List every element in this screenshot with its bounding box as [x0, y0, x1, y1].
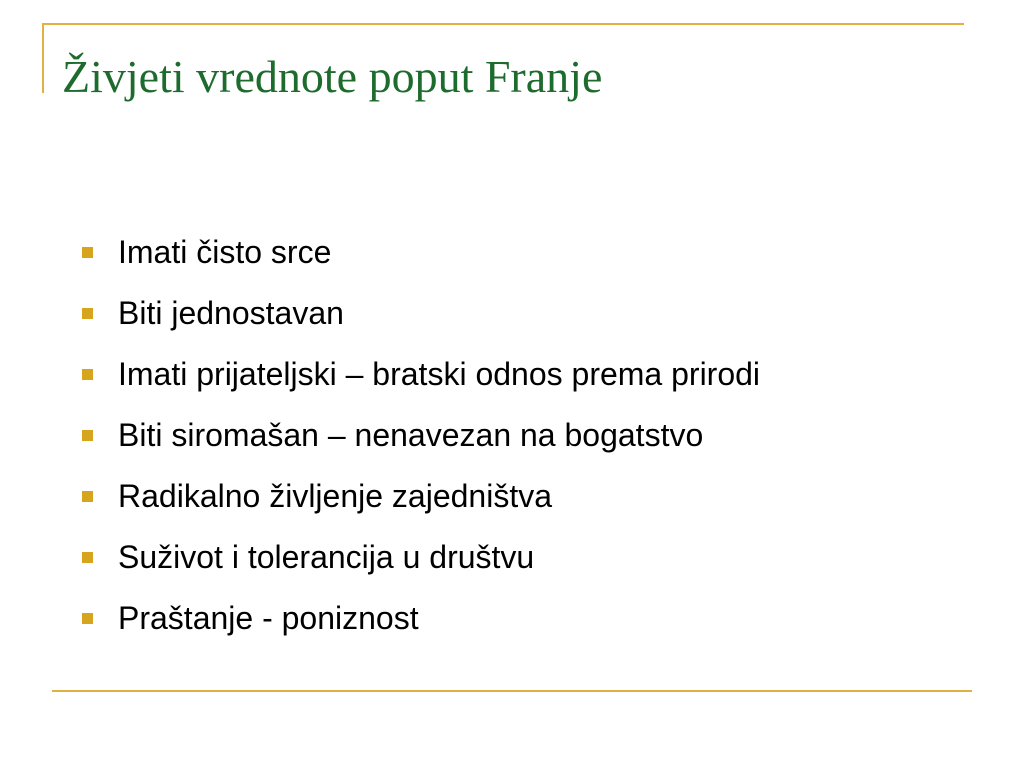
bullet-text: Imati čisto srce: [118, 234, 332, 270]
bullet-list: [82, 222, 760, 649]
square-bullet-icon: [82, 369, 93, 380]
bullet-item: [82, 527, 760, 588]
bullet-text: Imati prijateljski – bratski odnos prema prirodi: [118, 356, 761, 392]
square-bullet-icon: [82, 430, 93, 441]
bullet-item: [82, 588, 760, 649]
bullet-item: [82, 344, 760, 405]
square-bullet-icon: [82, 247, 93, 258]
bullet-text: Suživot i tolerancija u društvu: [118, 539, 535, 575]
bullet-item: [82, 283, 760, 344]
bullet-item: [82, 405, 760, 466]
bullet-item: [82, 466, 760, 527]
bullet-text: Biti siromašan – nenavezan na bogatstvo: [118, 417, 704, 453]
slide-title: Živjeti vrednote poput Franje: [62, 51, 603, 102]
top-accent-line: [42, 23, 964, 25]
bottom-accent-line: [52, 690, 972, 692]
bullet-item: [82, 222, 760, 283]
square-bullet-icon: [82, 552, 93, 563]
bullet-text: Biti jednostavan: [118, 295, 344, 331]
square-bullet-icon: [82, 491, 93, 502]
bullet-text: Radikalno življenje zajedništva: [118, 478, 553, 514]
left-accent-line: [42, 23, 44, 93]
square-bullet-icon: [82, 308, 93, 319]
bullet-text: Praštanje - poniznost: [118, 600, 419, 636]
square-bullet-icon: [82, 613, 93, 624]
